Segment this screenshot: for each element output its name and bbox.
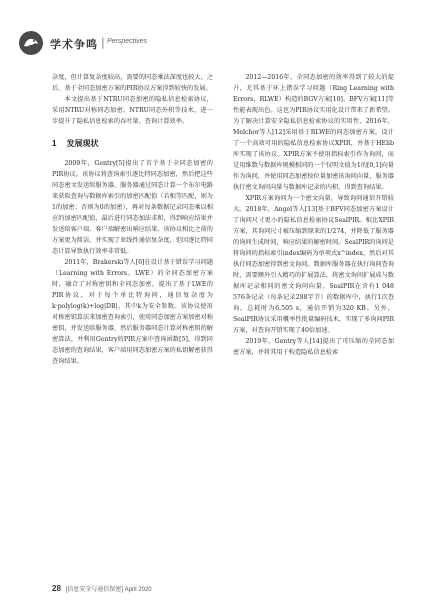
page-header	[18, 30, 218, 60]
page-footer	[52, 584, 152, 593]
paragraph: 本文提出基于NTRU同态加密的隐私信息检索协议，采用NTRU对称同态加密、NTRU同态外积等技术，进一步提升了隐私信息检索的吞吐量、查询计算效率。	[52, 96, 213, 125]
section-number: 1	[52, 139, 57, 148]
left-column	[52, 72, 213, 367]
journal-section-subtitle: Perspectives	[107, 38, 148, 45]
section-title: 发展现状	[66, 139, 99, 148]
paragraph: 2012—2016年，全同态加密的效率得到了较大的提升，尤其基于环上错误学习问题（Ring Learning with Errors，RLWE）构造的BGV方案[10]、BFV方案[11]等性能表现出色。这也为PIR协议实用化设计带来了新希望。为了解决计算安全隐私信息检索协议的实用性，2016年，Melchor等人[12]采用基于RLWE的同态加密方案，设计了一个高效可用的隐私信息检索协议XPIR，并基于HElib库实现了该协议。XPIR方案不使用指标索引作为询问，而是用维数与数据库规模相同的一个仅明文值为1的[0,1]向量作为询问，并使用同态加密按位量加密该询问向量，服务器执行密文询问向量与数据库记录的内积，得到查询结果。	[233, 74, 394, 191]
header-separator: |	[101, 36, 105, 49]
section-heading	[52, 138, 213, 149]
issue-date: April 2020	[124, 587, 152, 593]
right-column	[233, 72, 394, 358]
paragraph: 2019年，Gentry等人[14]提出了可压缩的全同态加密方案，并将其用于构造隐私信息检索	[233, 338, 394, 356]
paragraph: 2009年，Gentry[5]提出了首个基于全同态加密的PIR协议。该协议将查询索引逐比特同态加密，然后把这些同态密文发送给服务器，服务器通过同态计算一个布尔电路来获取查询与数据库索引的加密匹配值（若相等匹配，则为1的加密；否则为0的加密），再对每条数据记录同态乘以相应的加密匹配值，最后进行同态加法求和，得到响应结果并发送给客户端。客户端解密出响应结果。该协议相比之前的方案更为简洁，并实现了亚线性通信复杂度，但因逐比特同态计算导致执行效率非常低。	[52, 160, 213, 255]
paragraph: 2011年，Brakerski等人[6]在设计基于错误学习问题（Learning with Errors，LWE）的全同态加密方案时，融合了对称密钥和全同态加密，提出了基于LWE的PIR协议，对于每个单比特询问，通信复杂度为k·polylog(k)+log|DB|，其中k为安全参数。该协议使用对称密钥算法来加密查询索引，使用同态加密方案加密对称密钥，并发送给服务器，然后服务器同态计算对称密钥的解密算法，并利用Gentry的PIR方案中查询函数[5]，得到同态加密的查询结果，客户端用同态加密方案的私钥解密获得查询结果。	[52, 259, 213, 365]
paragraph: XPIR方案询问为一个密文向量，导致询问通信开销较大。2018年，Angel等人[13]基于BFV同态加密方案设计了询问尺寸更小的隐私信息检索协议SealPIR。相比XPIR方案，其询问尺寸被压缩到原来的1/274，并降低了服务器的询问生成时间，响应结果的解密时间。SealPIR的询问是将询问的指标索引index编码为单项式x^index，然后对其执行同态加密得到密文询问。数据库服务器在执行询问查询时，需要额外引入精巧的扩展算法，将密文询问扩展成与数据库记录相同的密文询问向量。SealPIR在含有1 048 576条记录（每条记录288字节）的数据库中，执行1次查询，总耗时为6.505 s，通信开销为320 KB。另外，SealPIR协议采用概率性批量编码技术，实现了多询问PIR方案，对查询开销实现了40倍加速。	[233, 195, 394, 334]
paragraph: 杂度，但计算复杂度较高，需要的同态乘法深度也较大。之后，基于全同态加密方案的PIR协议方案得到较快的发展。	[52, 74, 213, 92]
journal-name: [信息安全与通信保密]	[65, 587, 123, 593]
journal-logo-icon	[18, 30, 44, 56]
page-number: 28	[52, 584, 61, 593]
journal-section-title: 学术争鸣	[50, 38, 98, 51]
